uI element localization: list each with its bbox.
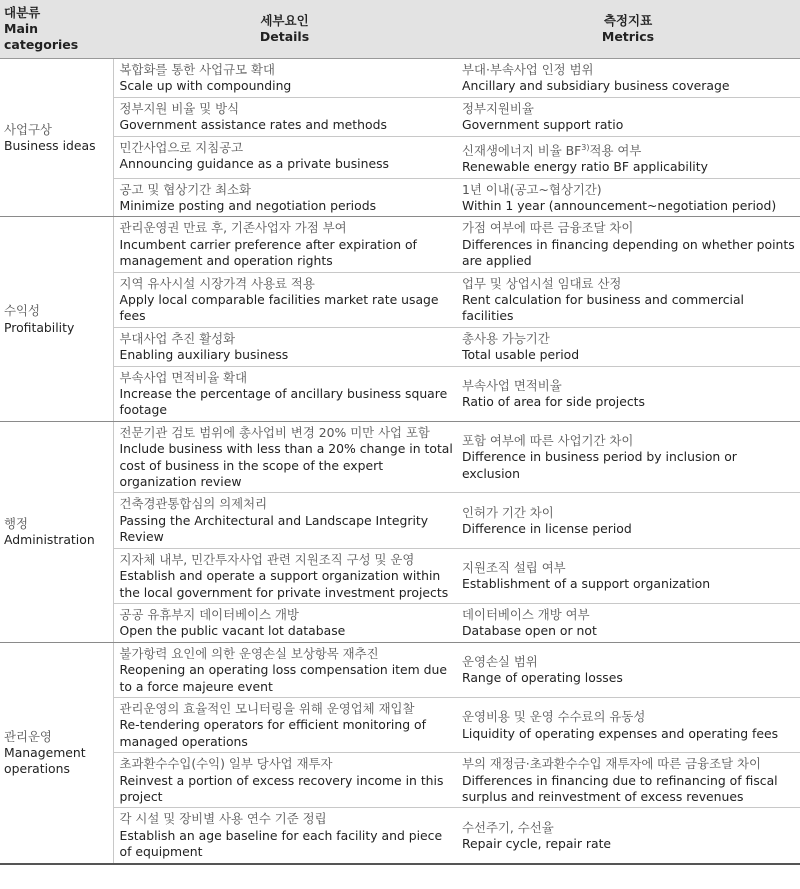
detail-cell: 전문기관 검토 범위에 총사업비 변경 20% 미만 사업 포함 Include business with less than a 20% change in total cost of business in the scope of the expert organization review [113,421,456,493]
metric-cell: 총사용 가능기간 Total usable period [456,327,800,366]
metric-cell: 부속사업 면적비율 Ratio of area for side projects [456,366,800,421]
metric-cell: 정부지원비율 Government support ratio [456,97,800,136]
metric-cell: 운영비용 및 운영 수수료의 유동성 Liquidity of operating expenses and operating fees [456,697,800,752]
metric-cell: 부대·부속사업 인정 범위 Ancillary and subsidiary business coverage [456,59,800,98]
detail-cell: 공공 유휴부지 데이터베이스 개방 Open the public vacant lot database [113,603,456,642]
detail-cell: 각 시설 및 장비별 사용 연수 기준 정립 Establish an age baseline for each facility and piece of equipment [113,808,456,864]
table-row [0,272,800,327]
table-header-row [0,0,800,59]
category-administration: 행정 Administration [0,421,113,642]
detail-cell: 불가항력 요인에 의한 운영손실 보상항목 재추진 Reopening an operating loss compensation item due to a force majeure event [113,642,456,697]
table-row [0,366,800,421]
detail-cell: 정부지원 비율 및 방식 Government assistance rates and methods [113,97,456,136]
metric-cell: 지원조직 설립 여부 Establishment of a support organization [456,548,800,603]
category-management-operations: 관리운영 Management operations [0,642,113,863]
detail-cell: 초과환수수입(수익) 일부 당사업 재투자 Reinvest a portion of excess recovery income in this project [113,753,456,808]
metric-cell: 업무 및 상업시설 임대료 산정 Rent calculation for business and commercial facilities [456,272,800,327]
metric-cell: 부의 재정금·초과환수수입 재투자에 따른 금융조달 차이 Differences in financing due to refinancing of fiscal surplus and reinvestment of excess revenues [456,753,800,808]
detail-cell: 부속사업 면적비율 확대 Increase the percentage of ancillary business square footage [113,366,456,421]
table-row [0,603,800,642]
table-row [0,59,800,98]
detail-cell: 부대사업 추진 활성화 Enabling auxiliary business [113,327,456,366]
table-row [0,421,800,493]
table-row [0,548,800,603]
table-row [0,808,800,864]
metric-cell: 인허가 기간 차이 Difference in license period [456,493,800,548]
table-row [0,327,800,366]
header-main-categories: 대분류 Main categories [0,0,113,59]
metric-cell: 신재생에너지 비율 BF$^{3)}$적용 여부 Renewable energy ratio BF applicability [456,136,800,178]
category-business-ideas: 사업구상 Business ideas [0,59,113,217]
metric-cell: 1년 이내(공고~협상기간) Within 1 year (announcement~negotiation period) [456,178,800,217]
metric-cell: 포함 여부에 따른 사업기간 차이 Difference in business period by inclusion or exclusion [456,421,800,493]
detail-cell: 지자체 내부, 민간투자사업 관련 지원조직 구성 및 운영 Establish and operate a support organization within the local government for private investment projects [113,548,456,603]
table-row [0,697,800,752]
table-row [0,136,800,178]
header-details: 세부요인 Details [113,0,456,59]
metric-cell: 가점 여부에 따른 금융조달 차이 Differences in financing depending on whether points are applied [456,217,800,272]
metric-cell: 수선주기, 수선율 Repair cycle, repair rate [456,808,800,864]
table-row [0,753,800,808]
detail-cell: 공고 및 협상기간 최소화 Minimize posting and negotiation periods [113,178,456,217]
table-row [0,493,800,548]
header-metrics: 측정지표 Metrics [456,0,800,59]
detail-cell: 복합화를 통한 사업규모 확대 Scale up with compounding [113,59,456,98]
detail-cell: 민간사업으로 지침공고 Announcing guidance as a private business [113,136,456,178]
table-row [0,217,800,272]
table-row [0,642,800,697]
metric-cell: 운영손실 범위 Range of operating losses [456,642,800,697]
category-profitability: 수익성 Profitability [0,217,113,421]
detail-cell: 관리운영의 효율적인 모니터링을 위해 운영업체 재입찰 Re-tendering operators for efficient monitoring of managed operations [113,697,456,752]
metric-cell: 데이터베이스 개방 여부 Database open or not [456,603,800,642]
detail-cell: 관리운영권 만료 후, 기존사업자 가점 부여 Incumbent carrier preference after expiration of management and operation rights [113,217,456,272]
detail-cell: 지역 유사시설 시장가격 사용료 적용 Apply local comparable facilities market rate usage fees [113,272,456,327]
footnote-marker: 3) [581,142,590,152]
table-row [0,178,800,217]
detail-cell: 건축경관통합심의 의제처리 Passing the Architectural and Landscape Integrity Review [113,493,456,548]
table-row [0,97,800,136]
